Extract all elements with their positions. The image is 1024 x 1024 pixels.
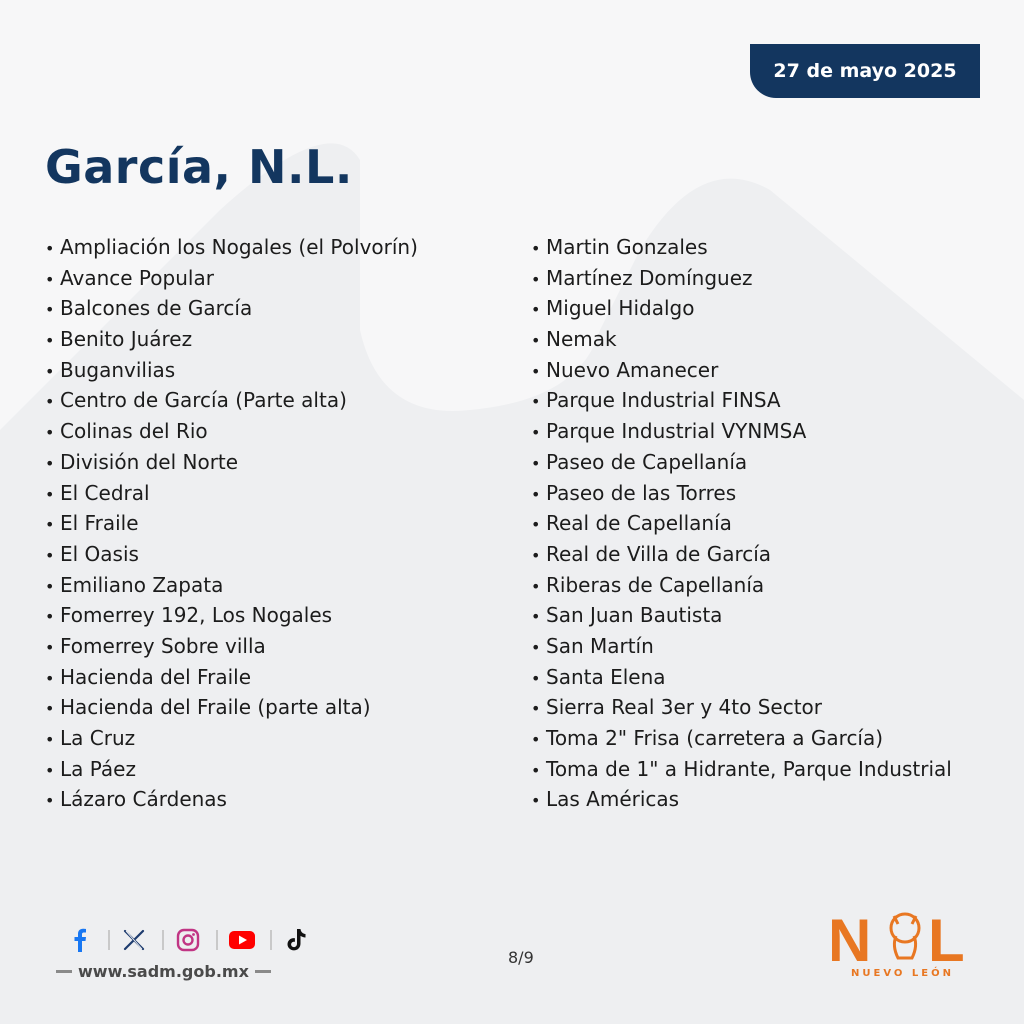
list-item: • Fomerrey Sobre villa [45,631,418,662]
list-item: • Parque Industrial VYNMSA [531,416,952,447]
divider [216,930,218,950]
list-item: • La Cruz [45,723,418,754]
list-item: • Martin Gonzales [531,232,952,263]
list-item: • Balcones de García [45,293,418,324]
list-item: • El Oasis [45,539,418,570]
divider [255,970,271,973]
list-item: • División del Norte [45,447,418,478]
list-item: • Hacienda del Fraile [45,662,418,693]
list-item: • Nuevo Amanecer [531,355,952,386]
page-title: García, N.L. [45,140,353,194]
list-item: • Sierra Real 3er y 4to Sector [531,692,952,723]
list-item: • Centro de García (Parte alta) [45,385,418,416]
youtube-icon[interactable] [228,926,256,954]
svg-text:L: L [928,907,965,974]
list-item: • El Cedral [45,478,418,509]
list-item: • Paseo de Capellanía [531,447,952,478]
divider [162,930,164,950]
divider [270,930,272,950]
facebook-icon[interactable] [66,926,94,954]
list-item: • Emiliano Zapata [45,570,418,601]
instagram-icon[interactable] [174,926,202,954]
list-item: • Toma 2" Frisa (carretera a García) [531,723,952,754]
list-item: • Buganvilias [45,355,418,386]
website-footer [50,962,277,981]
page-indicator: 8/9 [508,948,534,967]
list-item: • Avance Popular [45,263,418,294]
list-item: • Ampliación los Nogales (el Polvorín) [45,232,418,263]
svg-text:N: N [828,907,872,974]
date-badge [750,44,980,98]
list-item: • Martínez Domínguez [531,263,952,294]
list-item: • Santa Elena [531,662,952,693]
list-item: • San Martín [531,631,952,662]
list-item: • Toma de 1" a Hidrante, Parque Industrial [531,754,952,785]
list-item: • Riberas de Capellanía [531,570,952,601]
list-item: • Parque Industrial FINSA [531,385,952,416]
divider [108,930,110,950]
tiktok-icon[interactable] [282,926,310,954]
list-item: • Real de Villa de García [531,539,952,570]
list-item: • Las Américas [531,784,952,815]
social-links [66,926,324,954]
website-link[interactable]: www.sadm.gob.mx [78,962,249,981]
neighborhood-list-left [45,232,418,815]
neighborhood-list-right [531,232,952,815]
logo-subtitle: NUEVO LEÓN [851,968,954,979]
list-item: • Miguel Hidalgo [531,293,952,324]
list-item: • Real de Capellanía [531,508,952,539]
list-item: • San Juan Bautista [531,600,952,631]
list-item: • Lázaro Cárdenas [45,784,418,815]
list-item: • Hacienda del Fraile (parte alta) [45,692,418,723]
divider [56,970,72,973]
date-text: 27 de mayo 2025 [773,60,957,82]
list-item: • Paseo de las Torres [531,478,952,509]
list-item: • La Páez [45,754,418,785]
list-item: • Colinas del Rio [45,416,418,447]
list-item: • Nemak [531,324,952,355]
list-item: • Benito Juárez [45,324,418,355]
list-item: • El Fraile [45,508,418,539]
x-icon[interactable] [120,926,148,954]
list-item: • Fomerrey 192, Los Nogales [45,600,418,631]
